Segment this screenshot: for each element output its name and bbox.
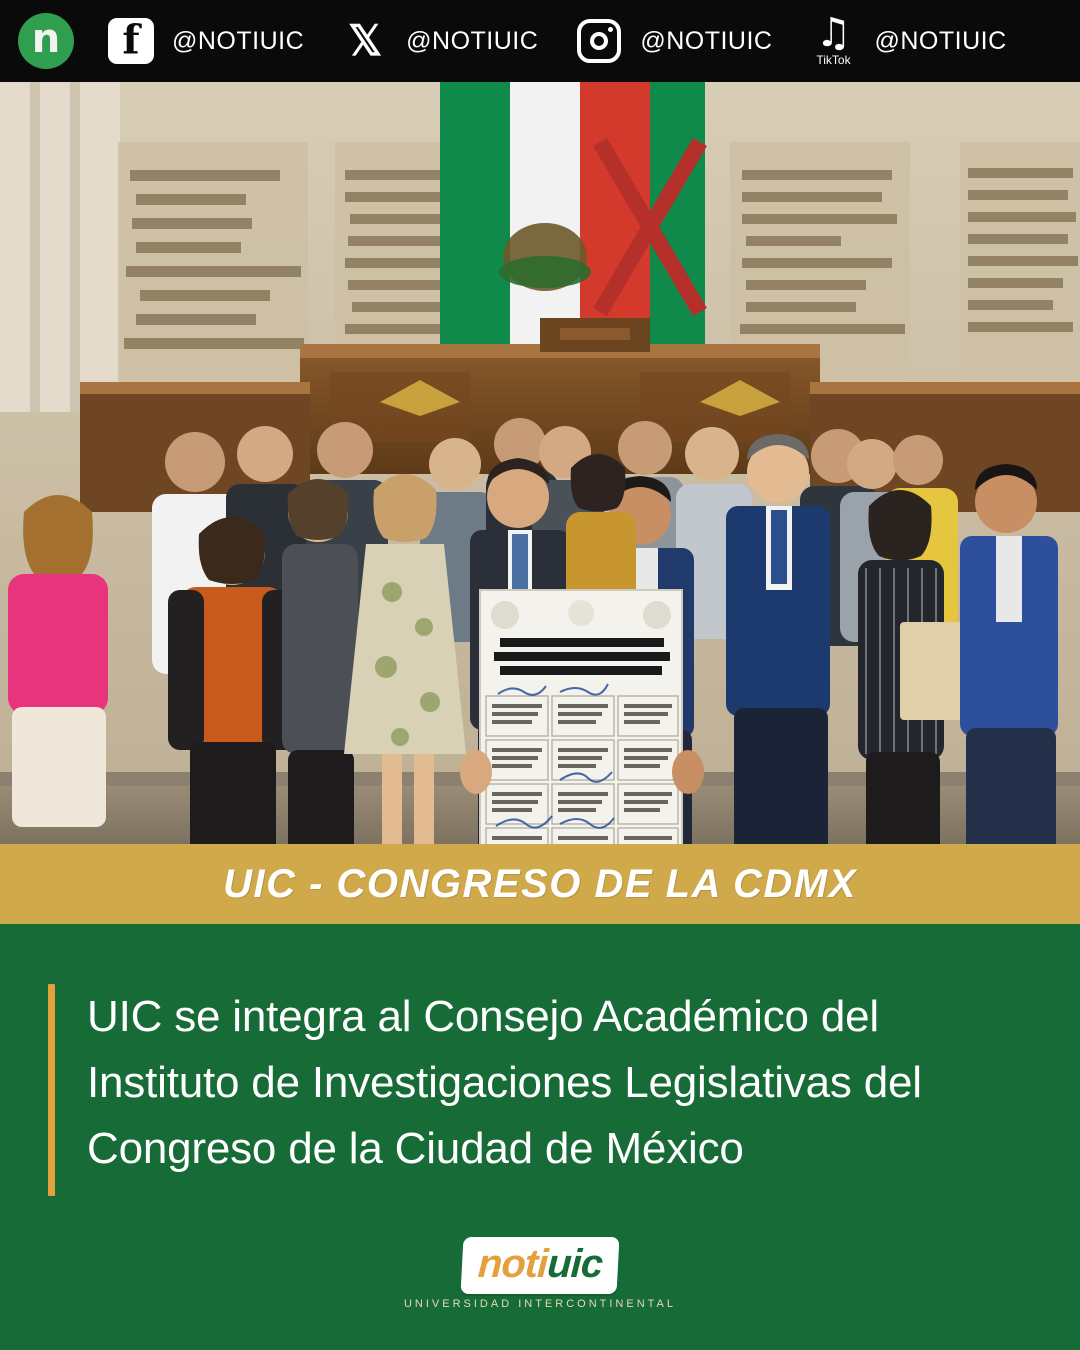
logo-subtitle: UNIVERSIDAD INTERCONTINENTAL — [403, 1298, 677, 1310]
footer-logo — [0, 1237, 1080, 1310]
social-item-x[interactable] — [338, 14, 538, 68]
notiuic-badge-icon — [18, 13, 74, 69]
tiktok-icon[interactable]: ♫ TikTok — [815, 10, 852, 67]
headline-text: UIC se integra al Consejo Académico del Instituto de Investigaciones Legislativas del Congreso de la Ciudad de México — [87, 992, 922, 1173]
facebook-handle: @NOTIUIC — [172, 26, 305, 55]
tiktok-icon-label: TikTok — [816, 53, 851, 67]
social-item-facebook[interactable] — [104, 14, 304, 68]
social-item-tiktok[interactable] — [806, 10, 1007, 68]
facebook-icon[interactable] — [104, 14, 158, 68]
badge-letter: n — [31, 16, 61, 62]
logo-text-noti: noti — [476, 1242, 549, 1286]
tiktok-handle: @NOTIUIC — [874, 26, 1007, 55]
instagram-handle: @NOTIUIC — [640, 26, 773, 55]
news-photo — [0, 82, 1080, 844]
x-twitter-icon[interactable]: 𝕏 — [348, 17, 383, 64]
social-item-instagram[interactable] — [572, 14, 772, 68]
title-band — [0, 844, 1080, 924]
photo-illustration — [0, 82, 1080, 844]
title-band-text: UIC - CONGRESO DE LA CDMX — [223, 861, 857, 906]
headline-section — [0, 924, 1080, 1350]
logo-text-uic: uic — [546, 1242, 604, 1286]
headline-wrap — [48, 984, 1032, 1196]
social-bar — [0, 0, 1080, 82]
accent-bar — [48, 984, 55, 1196]
notiuic-logo — [460, 1237, 619, 1294]
x-handle: @NOTIUIC — [406, 26, 539, 55]
instagram-icon[interactable] — [572, 14, 626, 68]
